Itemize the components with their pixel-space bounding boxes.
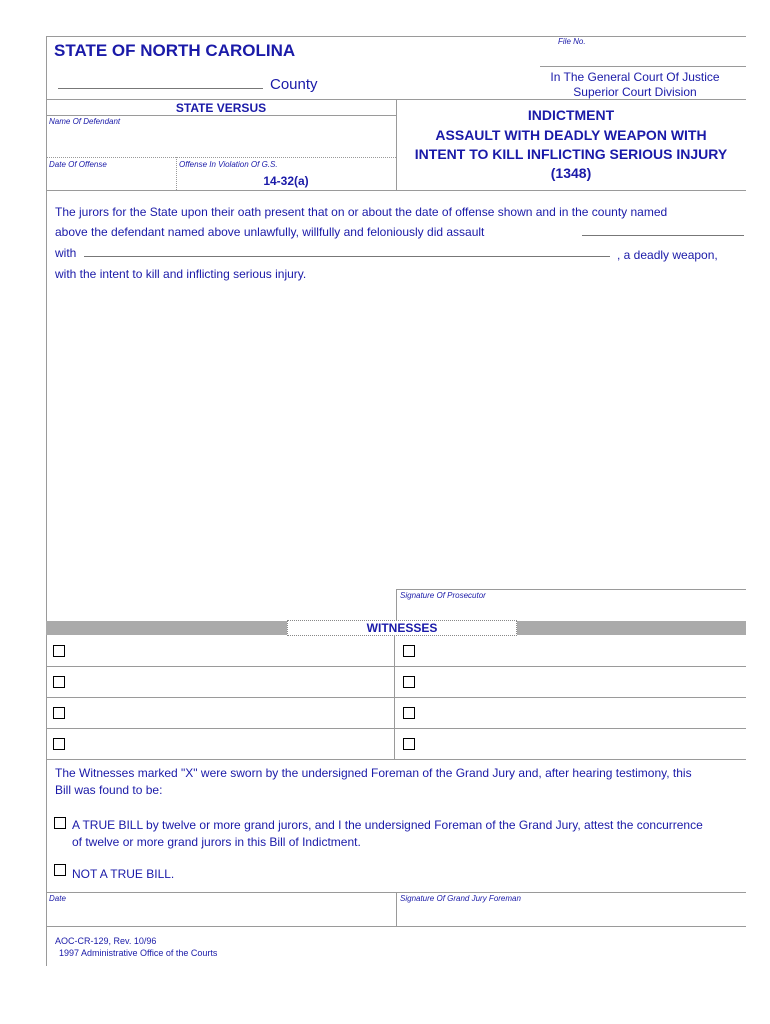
- charge-text-line-1: The jurors for the State upon their oath present that on or about the date of offense shown and in the county named: [55, 205, 668, 219]
- file-no-label: File No.: [558, 37, 586, 46]
- left-border: [46, 36, 47, 966]
- witness-checkbox-8[interactable]: [403, 738, 415, 750]
- witness-name-5[interactable]: [72, 704, 388, 722]
- true-bill-text-line-1: A TRUE BILL by twelve or more grand jurors, and I the undersigned Foreman of the Grand Jury, attest the concurrence: [72, 818, 703, 832]
- witness-name-7[interactable]: [72, 735, 388, 753]
- witness-name-2[interactable]: [422, 642, 740, 660]
- witness-checkbox-1[interactable]: [53, 645, 65, 657]
- witness-row-line-4: [46, 759, 746, 760]
- witness-row-line-2: [46, 697, 746, 698]
- true-bill-checkbox[interactable]: [54, 817, 66, 829]
- witness-name-6[interactable]: [422, 704, 740, 722]
- offense-code: (1348): [550, 165, 592, 181]
- witness-name-3[interactable]: [72, 673, 388, 691]
- violation-label: Offense In Violation Of G.S.: [179, 160, 278, 169]
- victim-input[interactable]: [582, 222, 744, 236]
- witnesses-label: WITNESSES: [287, 620, 517, 636]
- file-no-line: [540, 66, 746, 67]
- state-versus-line: [46, 115, 396, 116]
- witness-checkbox-2[interactable]: [403, 645, 415, 657]
- witness-row-line-3: [46, 728, 746, 729]
- foreman-date-input[interactable]: [49, 906, 389, 922]
- offense-title-line-2: ASSAULT WITH DEADLY WEAPON WITH: [435, 127, 707, 143]
- defendant-input[interactable]: [49, 129, 394, 155]
- witness-checkbox-3[interactable]: [53, 676, 65, 688]
- county-label: County: [270, 76, 318, 93]
- date-label: Date: [49, 894, 66, 903]
- copyright: 1997 Administrative Office of the Courts: [59, 948, 218, 958]
- indictment-title: INDICTMENT: [527, 107, 615, 123]
- witness-checkbox-6[interactable]: [403, 707, 415, 719]
- statute-value: 14-32(a): [263, 174, 309, 188]
- weapon-input[interactable]: [84, 243, 610, 257]
- file-no-input[interactable]: [545, 49, 743, 65]
- witness-name-1[interactable]: [72, 642, 388, 660]
- true-bill-text-line-2: of twelve or more grand jurors in this Bill of Indictment.: [72, 835, 361, 849]
- defendant-line: [46, 157, 396, 158]
- footer-divider: [396, 892, 397, 926]
- witness-checkbox-4[interactable]: [403, 676, 415, 688]
- prosecutor-divider: [396, 589, 397, 621]
- state-versus-label: STATE VERSUS: [175, 101, 267, 115]
- defendant-label: Name Of Defendant: [49, 117, 121, 126]
- foreman-signature-label: Signature Of Grand Jury Foreman: [400, 894, 521, 903]
- finding-text-line-2: Bill was found to be:: [55, 783, 163, 797]
- state-title: STATE OF NORTH CAROLINA: [54, 41, 296, 60]
- charge-text-line-4: with the intent to kill and inflicting serious injury.: [55, 267, 307, 281]
- top-border: [46, 36, 746, 37]
- court-line-1: In The General Court Of Justice: [550, 70, 720, 84]
- finding-text-line-1: The Witnesses marked "X" were sworn by the undersigned Foreman of the Grand Jury and, after hearing testimony, this: [55, 766, 692, 780]
- form-number: AOC-CR-129, Rev. 10/96: [55, 936, 157, 946]
- offense-title-line-3: INTENT TO KILL INFLICTING SERIOUS INJURY: [414, 146, 728, 162]
- witness-name-8[interactable]: [422, 735, 740, 753]
- witness-row-line-1: [46, 666, 746, 667]
- prosecutor-signature-label: Signature Of Prosecutor: [400, 591, 486, 600]
- charge-text-deadly-weapon: , a deadly weapon,: [617, 248, 718, 262]
- not-true-bill-checkbox[interactable]: [54, 864, 66, 876]
- witness-checkbox-5[interactable]: [53, 707, 65, 719]
- prosecutor-line: [396, 589, 746, 590]
- not-true-bill-text: NOT A TRUE BILL.: [72, 867, 175, 881]
- charge-text-line-2: above the defendant named above unlawfully, willfully and feloniously did assault: [55, 225, 485, 239]
- title-divider: [46, 190, 746, 191]
- county-input[interactable]: [58, 75, 263, 89]
- court-line-2: Superior Court Division: [573, 85, 697, 99]
- date-offense-input[interactable]: [49, 172, 174, 188]
- witness-checkbox-7[interactable]: [53, 738, 65, 750]
- footer-bottom-line: [46, 926, 746, 927]
- charge-text-with: with: [55, 246, 77, 260]
- witness-name-4[interactable]: [422, 673, 740, 691]
- date-offense-label: Date Of Offense: [49, 160, 107, 169]
